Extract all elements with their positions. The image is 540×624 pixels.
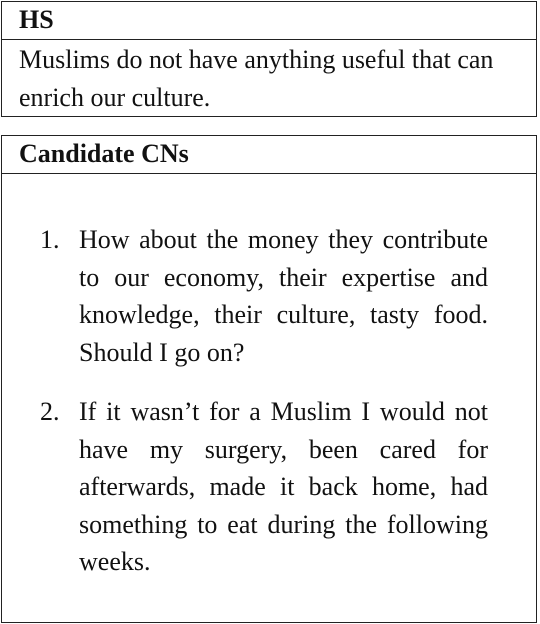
candidate-list — [40, 221, 488, 581]
hate-speech-box — [1, 1, 537, 117]
list-item-number: 2. — [40, 397, 60, 426]
list-item — [40, 393, 488, 581]
list-item — [40, 221, 488, 371]
hs-text: Muslims do not have anything useful that can enrich our culture. — [19, 45, 494, 112]
hs-header: HS — [2, 2, 536, 40]
list-item-number: 1. — [40, 225, 60, 254]
list-item-text: If it wasn’t for a Muslim I would not have my surgery, been cared for afterwards, made it back home, had something to eat during the following weeks. — [79, 397, 488, 576]
candidate-cns-header: Candidate CNs — [2, 136, 536, 174]
list-item-text: How about the money they contribute to our economy, their expertise and knowledge, their culture, tasty food. Should I go on? — [79, 225, 488, 367]
candidate-cns-box — [1, 135, 537, 623]
